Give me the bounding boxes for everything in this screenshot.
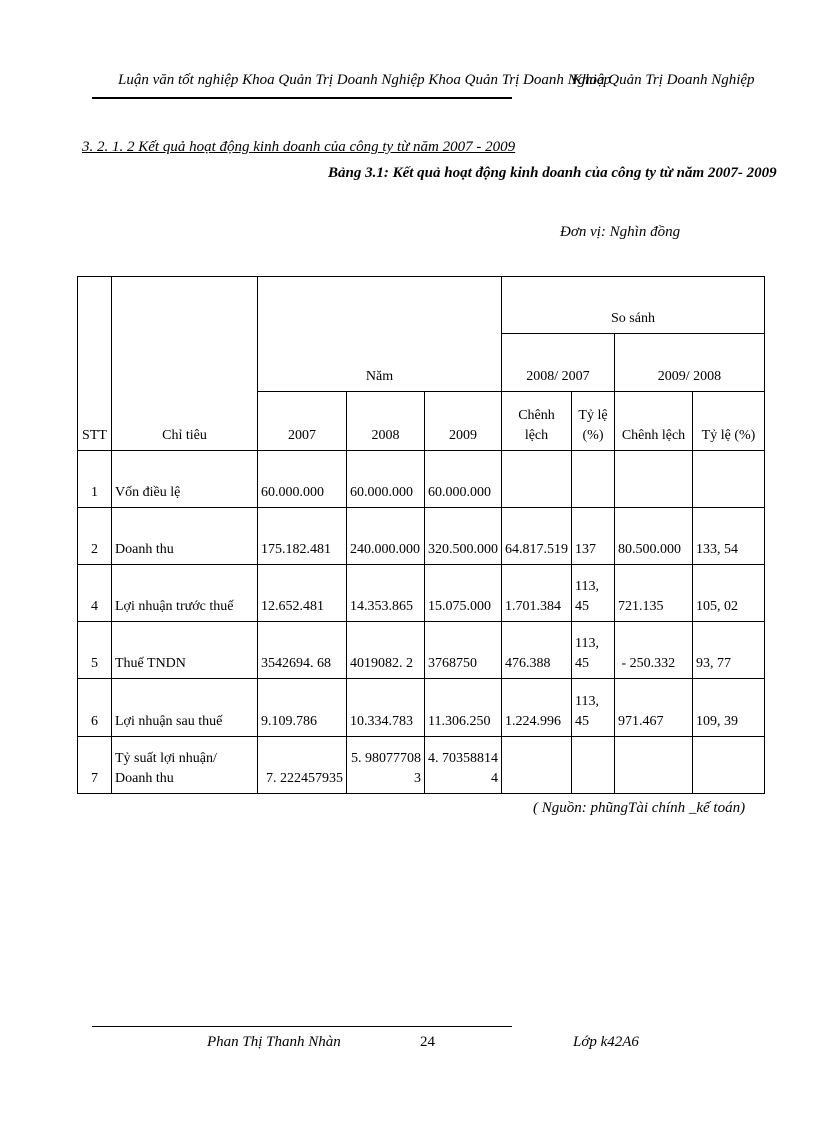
cell-stt: 5	[78, 622, 112, 679]
cell-2007: 60.000.000	[258, 451, 347, 508]
results-table	[77, 276, 765, 794]
header-nam: Năm	[258, 277, 502, 392]
cell-cl1: 476.388	[502, 622, 572, 679]
table-row	[78, 679, 765, 737]
header-ty-le-2: Tỷ lệ (%)	[693, 392, 765, 451]
cell-2008: 4019082. 2	[347, 622, 425, 679]
cell-cl2	[615, 737, 693, 794]
header-chi-tieu: Chỉ tiêu	[112, 277, 258, 451]
header-so-sanh: So sánh	[502, 277, 765, 334]
cell-cl1: 1.701.384	[502, 565, 572, 622]
cell-cl2: 721.135	[615, 565, 693, 622]
cell-stt: 7	[78, 737, 112, 794]
cell-2009: 60.000.000	[425, 451, 502, 508]
cell-2008: 14.353.865	[347, 565, 425, 622]
footer-author: Phan Thị Thanh Nhàn	[207, 1034, 341, 1050]
footer-rule	[92, 1026, 512, 1027]
cell-cl2: - 250.332	[615, 622, 693, 679]
cell-stt: 4	[78, 565, 112, 622]
table-row	[78, 508, 765, 565]
page-number: 24	[420, 1034, 435, 1050]
cell-cl1: 64.817.519	[502, 508, 572, 565]
header-2007: 2007	[258, 392, 347, 451]
footer-class: Lớp k42A6	[573, 1034, 639, 1050]
cell-name: Thuế TNDN	[112, 622, 258, 679]
cell-2009: 11.306.250	[425, 679, 502, 737]
header-stt: STT	[78, 277, 112, 451]
table-caption: Bảng 3.1: Kết quả hoạt động kinh doanh của công ty từ năm 2007- 2009	[328, 165, 777, 181]
table-row	[78, 737, 765, 794]
cell-2009: 15.075.000	[425, 565, 502, 622]
source-note: ( Nguồn: phũngTài chính _kế toán)	[533, 800, 746, 816]
cell-tl1	[572, 451, 615, 508]
header-right: Khoa Quản Trị Doanh Nghiệp	[572, 72, 755, 88]
cell-2008: 5. 980777083	[347, 737, 425, 794]
unit-label: Đơn vị: Nghìn đồng	[560, 224, 681, 240]
cell-tl2: 105, 02	[693, 565, 765, 622]
cell-2008: 240.000.000	[347, 508, 425, 565]
cell-2008: 10.334.783	[347, 679, 425, 737]
table-row	[78, 451, 765, 508]
header-chenh-lech-1: Chênh lệch	[502, 392, 572, 451]
cell-2009: 3768750	[425, 622, 502, 679]
cell-tl2	[693, 737, 765, 794]
cell-2009: 4. 703588144	[425, 737, 502, 794]
cell-2009: 320.500.000	[425, 508, 502, 565]
cell-stt: 1	[78, 451, 112, 508]
cell-cl1	[502, 451, 572, 508]
cell-cl1	[502, 737, 572, 794]
cell-tl1: 113, 45	[572, 565, 615, 622]
cell-2007: 175.182.481	[258, 508, 347, 565]
cell-tl1	[572, 737, 615, 794]
header-2008-2007: 2008/ 2007	[502, 334, 615, 392]
cell-stt: 6	[78, 679, 112, 737]
header-ty-le-1: Tỷ lệ (%)	[572, 392, 615, 451]
cell-2007: 7. 222457935	[258, 737, 347, 794]
cell-tl2: 133, 54	[693, 508, 765, 565]
header-chenh-lech-2: Chênh lệch	[615, 392, 693, 451]
cell-name: Tỷ suất lợi nhuận/ Doanh thu	[112, 737, 258, 794]
cell-tl1: 137	[572, 508, 615, 565]
cell-name: Vốn điều lệ	[112, 451, 258, 508]
cell-tl1: 113, 45	[572, 679, 615, 737]
header-2008: 2008	[347, 392, 425, 451]
cell-name: Lợi nhuận trước thuế	[112, 565, 258, 622]
cell-cl1: 1.224.996	[502, 679, 572, 737]
header-2009-2008: 2009/ 2008	[615, 334, 765, 392]
cell-tl2: 93, 77	[693, 622, 765, 679]
cell-tl2	[693, 451, 765, 508]
cell-stt: 2	[78, 508, 112, 565]
cell-2008: 60.000.000	[347, 451, 425, 508]
cell-2007: 12.652.481	[258, 565, 347, 622]
cell-2007: 9.109.786	[258, 679, 347, 737]
table-row	[78, 565, 765, 622]
cell-tl2: 109, 39	[693, 679, 765, 737]
cell-cl2: 971.467	[615, 679, 693, 737]
header-left: Luận văn tốt nghiệp Khoa Quản Trị Doanh Nghiệp Khoa Quản Trị Doanh Nghiệp	[118, 72, 611, 88]
table-row	[78, 622, 765, 679]
cell-tl1: 113, 45	[572, 622, 615, 679]
cell-name: Doanh thu	[112, 508, 258, 565]
cell-name: Lợi nhuận sau thuế	[112, 679, 258, 737]
header-rule	[92, 97, 512, 99]
cell-2007: 3542694. 68	[258, 622, 347, 679]
cell-cl2	[615, 451, 693, 508]
header-2009: 2009	[425, 392, 502, 451]
cell-cl2: 80.500.000	[615, 508, 693, 565]
section-title: 3. 2. 1. 2 Kết quả hoạt động kinh doanh của công ty từ năm 2007 - 2009	[82, 139, 516, 155]
